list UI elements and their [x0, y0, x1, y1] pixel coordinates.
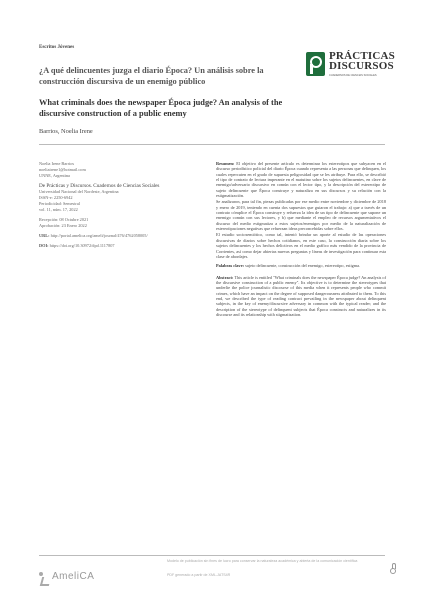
- url-label: URL:: [39, 233, 50, 239]
- url-line: [39, 233, 199, 239]
- footer-text: [167, 559, 382, 578]
- abstract-en-paragraph-1: [216, 275, 386, 318]
- journal-publisher: Universidad Nacional del Nordeste, Argentina: [39, 189, 119, 195]
- author-name: Noelia Irene Barrios: [39, 161, 75, 166]
- url-link[interactable]: http://portal.amelica.org/ameli/journal/476/4762058005/: [50, 233, 148, 239]
- received-date: Recepción: 08 Octubre 2021: [39, 217, 89, 223]
- abstract-en-text-1: This article is entitled "What criminals does the newspaper Época judge? An analysis of the discursive construction of a public enemy". Its objective is to determine the stereotypes that underlie the police journalistic discourse of this media when it represents people who commit crimes, which have an impact on the degree of supposed dangerousness attributed to them. To this end, we described the type of reading contract prevailing in the newspaper about delinquent subjects, in the key of enemy/discursive adversary in common with the typical reader; and the description of the stereotype of delinquent subjects that Época constructs and naturalizes in its discourse and its relationship with stigmatization.: [216, 274, 387, 317]
- page-footer: [0, 555, 423, 600]
- doi-line: [39, 243, 199, 249]
- keywords-es-text: sujeto delincuente, construcción del enemigo, estereotipo, estigma.: [245, 263, 361, 269]
- footer-generated-text: PDF generado a partir de XML-JATS4R: [167, 573, 231, 577]
- author-info: [39, 161, 199, 179]
- journal-logo-icon: [306, 52, 325, 76]
- journal-name: De Prácticas y Discursos. Cuadernos de Ciencias Sociales: [39, 183, 160, 189]
- open-access-icon: [389, 563, 397, 575]
- journal-logo-subtitle: CUADERNOS DE CIENCIAS SOCIALES: [329, 74, 377, 77]
- article-title-english: What criminals does the newspaper Época judge? An analysis of the discursive construction of a public enemy: [39, 98, 283, 118]
- section-label: Escritos Jóvenes: [39, 45, 75, 50]
- abstract-es-paragraph-2: Se analizaron, para tal fin, piezas publicadas por ese medio entre noviembre y diciembre de 2018 y enero de 2019, teniendo en cuenta dos supuestos que guiaron el trabajo: a) que a través de un contrato cómplice el Época construye y refuerza la idea de un tipo de delincuente que supone un enemigo común con sus lectores, y b) que mediante el empleo de recursos argumentativos el discurso del medio estigmatiza a estos sujetos/enemigos por medio de la naturalización de estereotipaciones negativas que refuerzan ideas preconcebidas sobre ellos.: [216, 199, 386, 232]
- author-affiliation: UNNE, Argentina: [39, 173, 70, 178]
- abstract-es-paragraph-3: El estudio sociosemiótico, como tal, intentó brindar un aporte al estudio de las operaciones discursivas de diarios sobre hechos cotidianos, en este caso, la construcción diaria sobre los sujetos delincuentes y los hechos delictivos en el medio gráfico más vendido de la provincia de Corrientes, así como dejar abiertas nuevas preguntas y líneas de investigación para continuar esta clase de abordajes.: [216, 232, 386, 259]
- abstract-es-paragraph-1: [216, 161, 386, 198]
- journal-logo-word-2: DISCURSOS: [329, 60, 394, 72]
- keywords-es: [216, 263, 386, 268]
- journal-issn: ISSN-e: 2250-6942: [39, 195, 73, 201]
- doi-link[interactable]: https://doi.org/10.30972/dpd.1117807: [49, 243, 115, 249]
- amelica-logo-icon: [38, 571, 52, 585]
- journal-logo: [306, 50, 395, 85]
- approved-date: Aprobación: 23 Enero 2022: [39, 223, 87, 229]
- dates-info: [39, 217, 199, 229]
- abstract-es-text-1: El objetivo del presente artículo es determinar los estereotipos que subyacen en el discurso periodístico policial del diario Época cuando representa a las personas que delinquen, los cuales repercuten en el grado de supuesta peligrosidad que se les atribuye. Para ello, se describió el tipo de contrato de lectura imperante en el matutino sobre los sujetos delincuentes, en clave de enemigo/adversario discursivo en común con el lector tipo, y la descripción del estereotipo de sujeto delincuente que Época construye y naturaliza en sus discursos y su relación con la estigmatización.: [216, 161, 386, 199]
- abstract-column: [216, 161, 386, 318]
- author-email[interactable]: noeliairene1@hotmail.com: [39, 167, 86, 172]
- amelica-logo-text: AmeliCA: [52, 571, 95, 582]
- abstract-en-label: Abstract:: [216, 274, 234, 280]
- journal-info: [39, 183, 199, 213]
- article-title-spanish: ¿A qué delincuentes juzga el diario Época? Un análisis sobre la construcción discursiva de un enemigo público: [39, 66, 264, 86]
- divider-top: [39, 144, 385, 145]
- abstract-es-label: Resumen:: [216, 161, 235, 166]
- article-authors: Barrios, Noelia Irene: [39, 128, 93, 135]
- keywords-es-label: Palabras clave:: [216, 263, 245, 269]
- doi-label: DOI:: [39, 243, 49, 249]
- journal-logo-word-1: PRÁCTICAS: [329, 50, 395, 62]
- journal-periodicity: Periodicidad: Semestral: [39, 201, 80, 207]
- footer-model-text: Modelo de publicación sin fines de lucro para conservar la naturaleza académica y abierta de la comunicación científica: [167, 559, 358, 563]
- article-metadata: [39, 161, 199, 253]
- journal-volume: vol. 11, núm. 17, 2022: [39, 207, 78, 213]
